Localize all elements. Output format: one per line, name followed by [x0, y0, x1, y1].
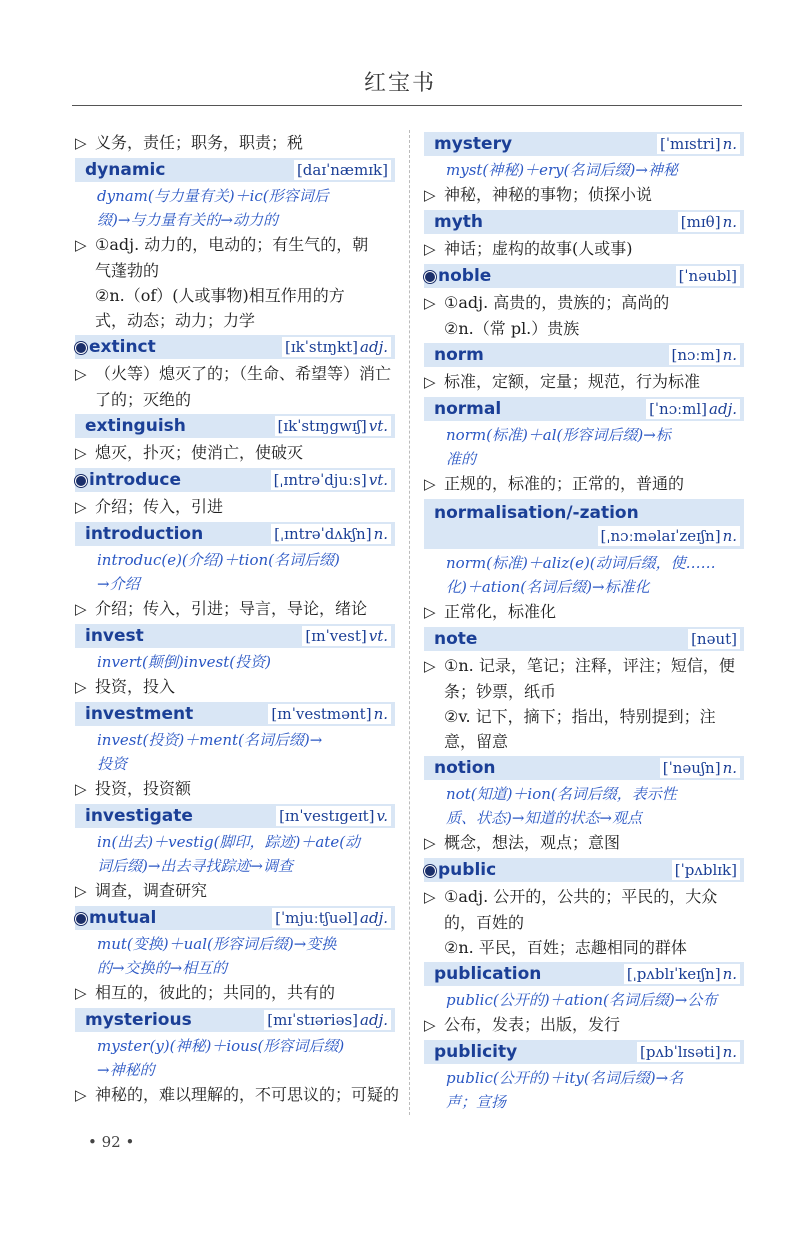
headword: publication — [434, 964, 542, 984]
definition-text: ①adj. 公开的，公共的；平民的，大众 — [444, 887, 718, 906]
headword-entry — [75, 414, 395, 438]
part-of-speech: vt. — [368, 417, 388, 435]
headword-entry — [75, 335, 395, 359]
etymology-line: invest(投资)＋ment(名词后缀)→ — [97, 731, 323, 749]
definition-continuation: 意，留意 — [444, 732, 509, 751]
headword-entry — [75, 804, 395, 828]
definition-continuation: ②n. 平民，百姓；志趣相同的群体 — [444, 938, 687, 957]
etymology-line: mut(变换)＋ual(形容词后缀)→变换 — [97, 935, 337, 953]
definition-continuation: 了的；灭绝的 — [95, 390, 192, 409]
definition-text: 神话；虚构的故事(人或事) — [444, 239, 633, 258]
pronunciation — [268, 704, 391, 724]
headword-group — [85, 160, 165, 180]
phonetic: [ˈpʌblɪk] — [674, 861, 737, 879]
etymology-line: 声；宣扬 — [446, 1093, 507, 1111]
headword: myth — [434, 212, 484, 232]
triangle-marker-icon: ▷ — [75, 882, 87, 900]
headword-entry — [424, 264, 744, 288]
pronunciation — [282, 337, 391, 357]
definition-continuation: ②n.（常 pl.）贵族 — [444, 319, 580, 338]
running-header-title: 红宝书 — [363, 71, 436, 96]
headword-group — [85, 626, 144, 646]
headword-group — [424, 266, 491, 286]
headword-entry — [424, 397, 744, 421]
headword-entry — [424, 1040, 744, 1064]
definition-text: 介绍；传入，引进 — [95, 497, 224, 516]
phonetic: [ˌpʌblɪˈkeɪʃn] — [626, 965, 721, 983]
triangle-marker-icon: ▷ — [75, 678, 87, 696]
triangle-marker-icon: ▷ — [75, 498, 87, 516]
definition-line — [75, 980, 395, 1006]
left-column — [75, 130, 400, 1108]
triangle-marker-icon: ▷ — [75, 1086, 87, 1104]
pronunciation — [657, 134, 740, 154]
phonetic: [ˈnəubl] — [678, 267, 737, 285]
definition-line — [75, 776, 395, 802]
headword: extinct — [89, 337, 156, 357]
part-of-speech: n. — [373, 525, 388, 543]
part-of-speech: v. — [376, 807, 388, 825]
phonetic: [nəut] — [691, 630, 737, 648]
phonetic: [ˈmjuːtʃuəl] — [275, 909, 359, 927]
pronunciation — [276, 806, 391, 826]
part-of-speech: n. — [722, 527, 737, 545]
phonetic: [ɪnˈvest] — [305, 627, 367, 645]
headword: dynamic — [85, 160, 166, 180]
pronunciation — [264, 1010, 391, 1030]
right-column — [424, 130, 744, 1114]
header-rule — [72, 105, 742, 106]
definition-line — [75, 596, 395, 622]
headword-entry — [75, 1008, 395, 1032]
headword-group — [434, 134, 512, 154]
etymology-line: public(公开的)＋ity(名词后缀)→名 — [446, 1069, 684, 1087]
definition-text: 调查，调查研究 — [95, 881, 208, 900]
part-of-speech: n. — [722, 1043, 737, 1061]
pronunciation — [688, 629, 740, 649]
part-of-speech: n. — [722, 213, 737, 231]
triangle-marker-icon: ▷ — [424, 888, 436, 906]
pronunciation — [272, 908, 391, 928]
phonetic: [ɪkˈstɪŋkt] — [285, 338, 359, 356]
headword-group — [85, 416, 186, 436]
headword-entry — [75, 624, 395, 648]
triangle-marker-icon: ▷ — [424, 834, 436, 852]
etymology-line: 化)＋ation(名词后缀)→标准化 — [446, 578, 650, 596]
definition-line — [424, 599, 744, 625]
definition-continuation: 式，动态；动力；力学 — [95, 311, 256, 330]
headword-entry — [75, 702, 395, 726]
headword: mystery — [434, 134, 513, 154]
etymology-line: 的→交换的→相互的 — [97, 959, 228, 977]
headword: mysterious — [85, 1010, 192, 1030]
key-word-bullet-icon — [75, 342, 87, 354]
headword-entry — [424, 627, 744, 651]
definition-text: 熄灭，扑灭；使消亡，使破灭 — [95, 443, 304, 462]
pronunciation — [302, 626, 391, 646]
pronunciation — [678, 212, 740, 232]
etymology-line: 缀)→与力量有关的→动力的 — [97, 211, 278, 229]
headword: mutual — [89, 908, 157, 928]
etymology-line: invert(颠倒)invest(投资) — [97, 653, 271, 671]
definition-continuation: 的，百姓的 — [444, 913, 525, 932]
headword-group — [434, 1042, 517, 1062]
headword: normal — [434, 399, 502, 419]
definition-text: ①adj. 动力的，电动的；有生气的，朝 — [95, 235, 369, 254]
etymology-line: 投资 — [97, 755, 128, 773]
phonetic: [ɪnˈvestmənt] — [271, 705, 372, 723]
part-of-speech: n. — [722, 965, 737, 983]
headword-group — [434, 212, 483, 232]
part-of-speech: vt. — [368, 471, 388, 489]
headword: invest — [85, 626, 144, 646]
definition-text: 介绍；传入，引进；导言，导论，绪论 — [95, 599, 368, 618]
headword-group — [85, 806, 193, 826]
etymology-line: 准的 — [446, 450, 477, 468]
definition-line — [75, 130, 395, 156]
headword: extinguish — [85, 416, 186, 436]
phonetic: [mɪθ] — [680, 213, 721, 231]
triangle-marker-icon: ▷ — [424, 294, 436, 312]
definition-continuation: 条；钞票，纸币 — [444, 682, 557, 701]
headword-group — [434, 758, 496, 778]
headword: note — [434, 629, 478, 649]
part-of-speech: adj. — [360, 1011, 388, 1029]
phonetic: [ˌɪntrəˈdʌkʃn] — [274, 525, 372, 543]
etymology-line: norm(标准)＋aliz(e)(动词后缀，使…… — [446, 554, 716, 572]
headword-group — [75, 470, 181, 490]
triangle-marker-icon: ▷ — [424, 373, 436, 391]
etymology-line: →神秘的 — [97, 1061, 155, 1079]
headword: notion — [434, 758, 496, 778]
etymology-line: public(公开的)＋ation(名词后缀)→公布 — [446, 991, 718, 1009]
headword: introduction — [85, 524, 204, 544]
triangle-marker-icon: ▷ — [75, 365, 87, 383]
triangle-marker-icon: ▷ — [75, 600, 87, 618]
definition-line — [424, 182, 744, 208]
phonetic: [ˌnɔːməlaɪˈzeɪʃn] — [600, 527, 721, 545]
headword-entry — [75, 906, 395, 930]
headword: investigate — [85, 806, 193, 826]
triangle-marker-icon: ▷ — [424, 603, 436, 621]
triangle-marker-icon: ▷ — [75, 236, 87, 254]
definition-line — [75, 1082, 400, 1108]
headword: investment — [85, 704, 194, 724]
pronunciation — [624, 964, 740, 984]
part-of-speech: vt. — [368, 627, 388, 645]
definition-text: 标准，定额，定量；规范，行为标准 — [444, 372, 701, 391]
headword-entry — [424, 756, 744, 780]
phonetic: [ˈmɪstri] — [660, 135, 721, 153]
triangle-marker-icon: ▷ — [75, 134, 87, 152]
headword-group — [434, 629, 477, 649]
definition-text: 义务，责任；职务，职责；税 — [95, 133, 304, 152]
headword: norm — [434, 345, 484, 365]
etymology-line: introduc(e)(介绍)＋tion(名词后缀) — [97, 551, 340, 569]
phonetic: [daɪˈnæmɪk] — [296, 161, 388, 179]
phonetic: [ˈnəuʃn] — [662, 759, 721, 777]
pronunciation — [660, 758, 740, 778]
pronunciation — [637, 1042, 740, 1062]
definition-text: ①n. 记录，笔记；注释，评注；短信，便 — [444, 656, 735, 675]
definition-text: ①adj. 高贵的，贵族的；高尚的 — [444, 293, 670, 312]
triangle-marker-icon: ▷ — [424, 186, 436, 204]
triangle-marker-icon: ▷ — [75, 984, 87, 1002]
phonetic: [mɪˈstɪəriəs] — [267, 1011, 359, 1029]
definition-text: 正常化，标准化 — [444, 602, 557, 621]
etymology-line: norm(标准)＋al(形容词后缀)→标 — [446, 426, 671, 444]
definition-continuation: ②n.（of）(人或事物)相互作用的方 — [95, 286, 345, 305]
phonetic: [nɔːm] — [671, 346, 721, 364]
definition-line — [424, 653, 744, 679]
pronunciation — [271, 524, 391, 544]
pronunciation — [294, 160, 391, 180]
etymology-line: dynam(与力量有关)＋ic(形容词后 — [97, 187, 329, 205]
headword: normalisation/-zation — [434, 503, 639, 523]
column-divider — [409, 130, 410, 1115]
headword: introduce — [89, 470, 181, 490]
headword-entry — [424, 132, 744, 156]
definition-text: 概念，想法，观点；意图 — [444, 833, 621, 852]
page-number: • 92 • — [88, 1133, 135, 1151]
headword-entry — [424, 962, 744, 986]
part-of-speech: n. — [722, 135, 737, 153]
definition-line — [424, 471, 744, 497]
definition-line — [424, 884, 744, 910]
phonetic: [ˈnɔːml] — [649, 400, 708, 418]
headword: public — [438, 860, 497, 880]
triangle-marker-icon: ▷ — [75, 444, 87, 462]
definition-line — [75, 361, 395, 387]
headword: noble — [438, 266, 492, 286]
part-of-speech: n. — [722, 346, 737, 364]
headword-group — [75, 908, 156, 928]
key-word-bullet-icon — [75, 475, 87, 487]
definition-text: 神秘，神秘的事物；侦探小说 — [444, 185, 653, 204]
definition-line — [75, 440, 395, 466]
triangle-marker-icon: ▷ — [424, 475, 436, 493]
pronunciation — [672, 860, 740, 880]
triangle-marker-icon: ▷ — [424, 1016, 436, 1034]
part-of-speech: adj. — [360, 338, 388, 356]
part-of-speech: n. — [373, 705, 388, 723]
headword-group — [434, 399, 501, 419]
headword-entry — [424, 858, 744, 882]
headword-group — [434, 345, 484, 365]
pronunciation — [275, 416, 392, 436]
definition-continuation: ②v. 记下，摘下；指出，特别提到；注 — [444, 707, 716, 726]
headword-entry — [424, 343, 744, 367]
etymology-line: myster(y)(神秘)＋ious(形容词后缀) — [97, 1037, 345, 1055]
part-of-speech: adj. — [360, 909, 388, 927]
headword-entry — [75, 468, 395, 492]
definition-line — [424, 290, 744, 316]
phonetic: [ˌɪntrəˈdjuːs] — [273, 471, 367, 489]
etymology-line: in(出去)＋vestig(脚印，踪迹)＋ate(动 — [97, 833, 361, 851]
etymology-line: 词后缀)→出去寻找踪迹→调查 — [97, 857, 293, 875]
definition-line — [75, 232, 395, 258]
etymology-line: →介绍 — [97, 575, 140, 593]
definition-line — [424, 236, 744, 262]
definition-text: 相互的，彼此的；共同的，共有的 — [95, 983, 336, 1002]
triangle-marker-icon: ▷ — [424, 240, 436, 258]
definition-line — [75, 674, 395, 700]
etymology-line: not(知道)＋ion(名词后缀，表示性 — [446, 785, 677, 803]
etymology-line: 质、状态)→知道的状态→观点 — [446, 809, 642, 827]
definition-line — [424, 1012, 744, 1038]
pronunciation — [598, 526, 740, 546]
key-word-bullet-icon — [424, 271, 436, 283]
headword-group — [85, 524, 203, 544]
etymology-line: myst(神秘)＋ery(名词后缀)→神秘 — [446, 161, 678, 179]
headword-entry — [424, 499, 744, 549]
phonetic: [ɪkˈstɪŋgwɪʃ] — [277, 417, 367, 435]
headword-group — [434, 964, 541, 984]
definition-continuation: 气蓬勃的 — [95, 261, 160, 280]
headword-group — [85, 1010, 192, 1030]
definition-text: 公布，发表；出版，发行 — [444, 1015, 621, 1034]
definition-line — [424, 369, 744, 395]
key-word-bullet-icon — [424, 865, 436, 877]
headword-group — [85, 704, 193, 724]
headword: publicity — [434, 1042, 518, 1062]
phonetic: [pʌbˈlɪsəti] — [640, 1043, 721, 1061]
definition-text: 投资，投入 — [95, 677, 176, 696]
part-of-speech: adj. — [709, 400, 737, 418]
phonetic: [ɪnˈvestɪgeɪt] — [279, 807, 375, 825]
part-of-speech: n. — [722, 759, 737, 777]
pronunciation — [669, 345, 740, 365]
headword-group — [424, 860, 496, 880]
headword-group — [75, 337, 156, 357]
headword-entry — [424, 210, 744, 234]
definition-line — [75, 494, 395, 520]
key-word-bullet-icon — [75, 913, 87, 925]
definition-line — [75, 878, 395, 904]
pronunciation — [676, 266, 740, 286]
triangle-marker-icon: ▷ — [424, 657, 436, 675]
definition-text: 正规的，标准的；正常的，普通的 — [444, 474, 685, 493]
definition-text: （火等）熄灭了的；（生命、希望等）消亡 — [95, 364, 392, 383]
headword-entry — [75, 158, 395, 182]
definition-line — [424, 830, 744, 856]
pronunciation — [646, 399, 740, 419]
headword-entry — [75, 522, 395, 546]
definition-text: 投资，投资额 — [95, 779, 192, 798]
definition-text: 神秘的，难以理解的，不可思议的；可疑的 — [95, 1085, 400, 1104]
pronunciation — [271, 470, 391, 490]
triangle-marker-icon: ▷ — [75, 780, 87, 798]
